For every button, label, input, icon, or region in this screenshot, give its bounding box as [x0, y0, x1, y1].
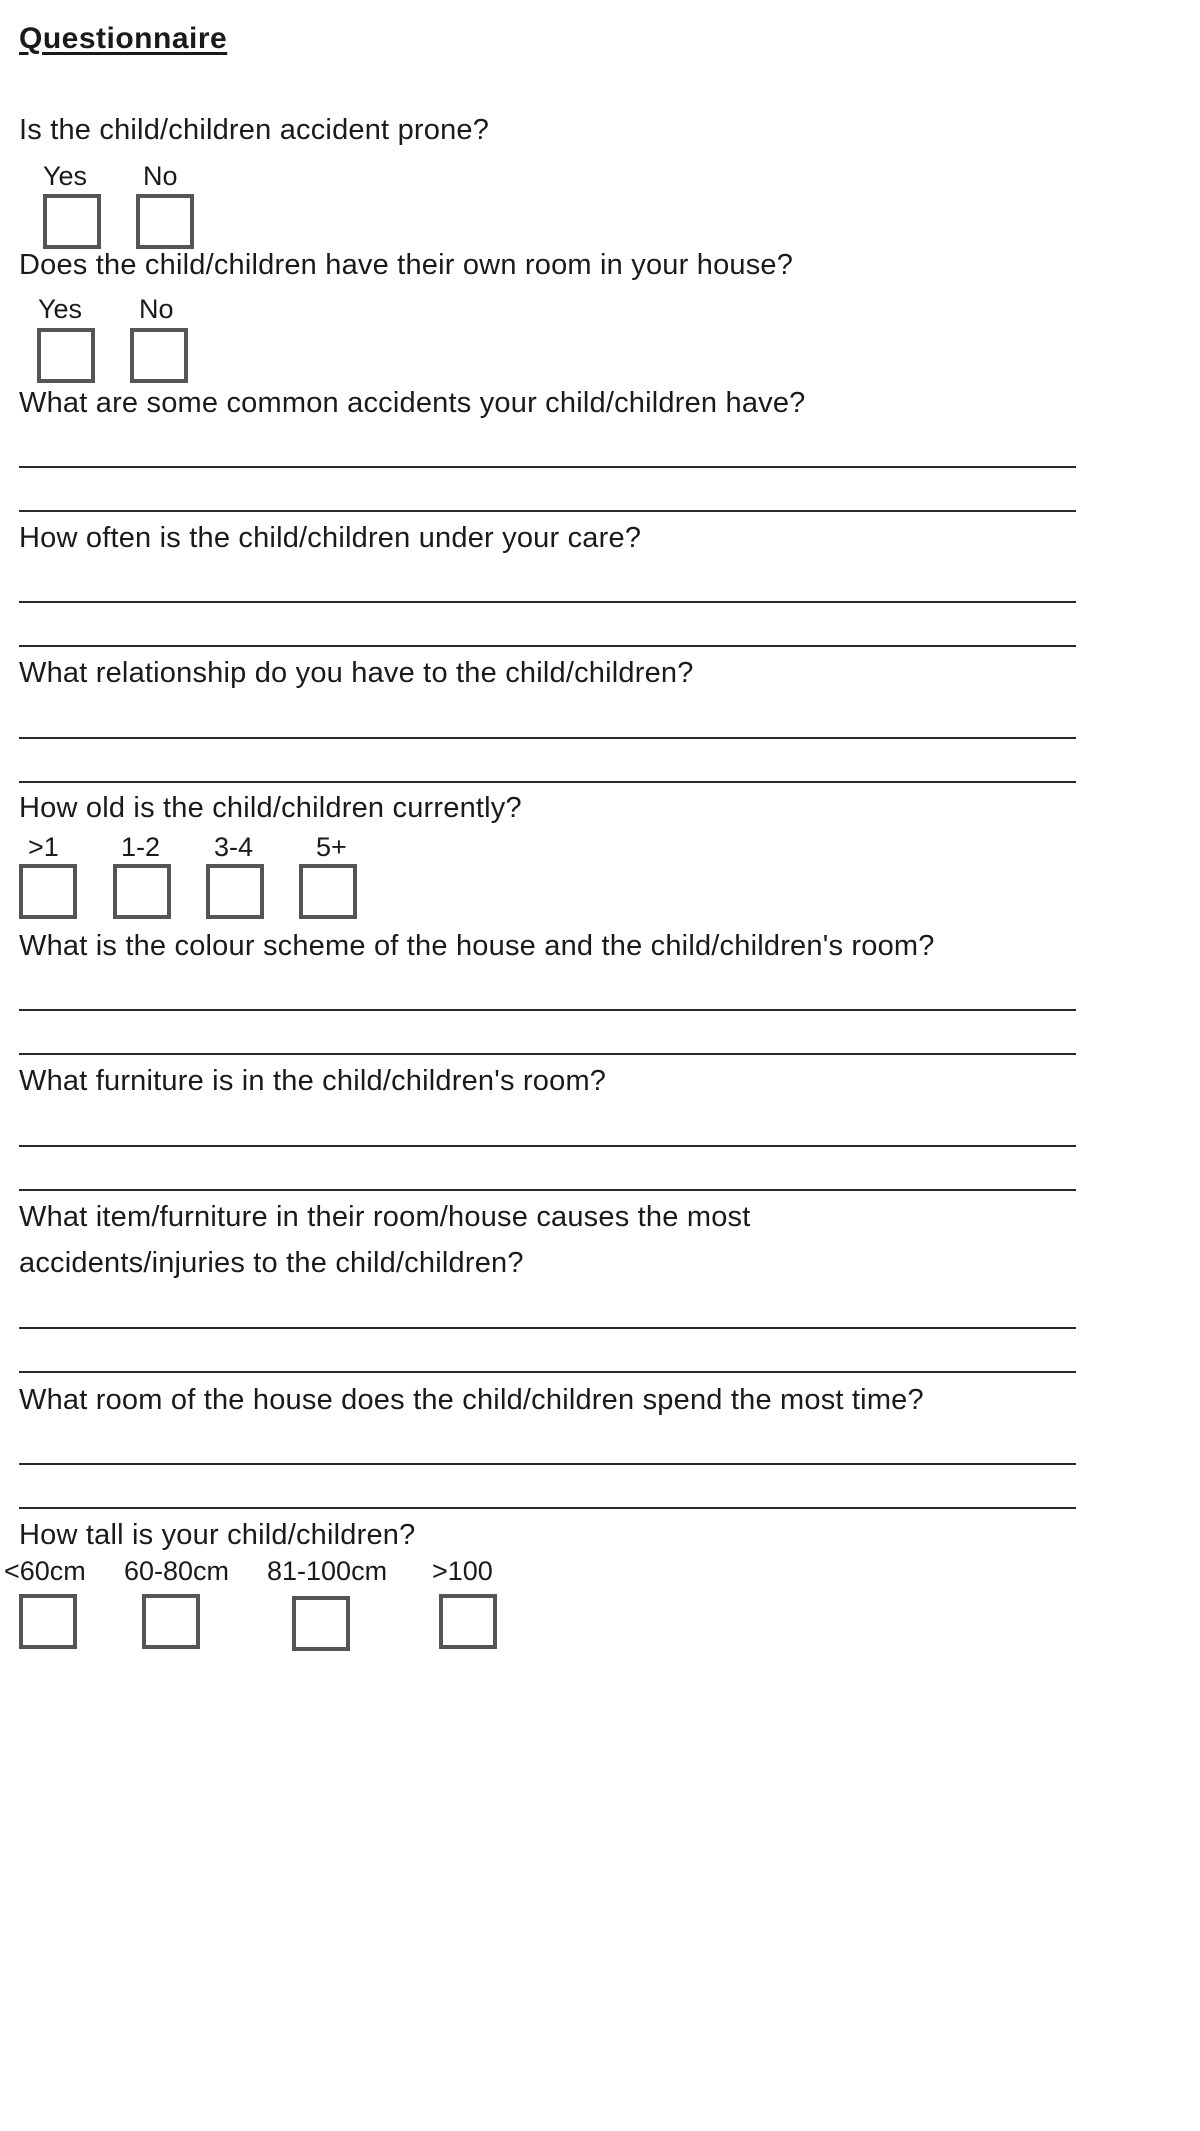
option-label-age-5-plus: 5+ — [316, 832, 347, 862]
checkbox-height-under-60[interactable] — [19, 1594, 77, 1649]
option-label-height-over-100: >100 — [432, 1556, 493, 1586]
checkbox-own-room-yes[interactable] — [37, 328, 95, 383]
question-relationship: What relationship do you have to the child/children? — [19, 657, 694, 689]
option-label-yes: Yes — [38, 294, 83, 324]
question-child-age: How old is the child/children currently? — [19, 792, 522, 824]
answer-line[interactable] — [19, 1507, 1076, 1509]
checkbox-age-3-4[interactable] — [206, 864, 264, 919]
option-label-yes: Yes — [43, 161, 88, 191]
checkbox-height-60-80[interactable] — [142, 1594, 200, 1649]
option-label-height-81-100: 81-100cm — [267, 1556, 388, 1586]
question-dangerous-furniture-line1: What item/furniture in their room/house causes the most — [19, 1201, 751, 1233]
checkbox-height-81-100[interactable] — [292, 1596, 350, 1651]
checkbox-age-5-plus[interactable] — [299, 864, 357, 919]
answer-line[interactable] — [19, 1145, 1076, 1147]
question-common-accidents: What are some common accidents your child/children have? — [19, 387, 806, 419]
option-label-age-1-2: 1-2 — [121, 832, 161, 862]
answer-line[interactable] — [19, 1009, 1076, 1011]
option-label-no: No — [143, 161, 178, 191]
question-dangerous-furniture-line2: accidents/injuries to the child/children? — [19, 1247, 524, 1279]
question-most-time-room: What room of the house does the child/children spend the most time? — [19, 1384, 924, 1416]
question-colour-scheme: What is the colour scheme of the house and the child/children's room? — [19, 930, 935, 962]
checkbox-age-1-2[interactable] — [113, 864, 171, 919]
checkbox-age-under-1[interactable] — [19, 864, 77, 919]
checkbox-own-room-no[interactable] — [130, 328, 188, 383]
answer-line[interactable] — [19, 510, 1076, 512]
option-label-height-under-60: <60cm — [4, 1556, 86, 1586]
answer-line[interactable] — [19, 1053, 1076, 1055]
answer-line[interactable] — [19, 1371, 1076, 1373]
question-care-frequency: How often is the child/children under your care? — [19, 522, 642, 554]
answer-line[interactable] — [19, 1463, 1076, 1465]
question-own-room: Does the child/children have their own room in your house? — [19, 249, 794, 281]
answer-line[interactable] — [19, 737, 1076, 739]
answer-line[interactable] — [19, 466, 1076, 468]
question-room-furniture: What furniture is in the child/children's room? — [19, 1065, 607, 1097]
option-label-age-3-4: 3-4 — [214, 832, 254, 862]
answer-line[interactable] — [19, 601, 1076, 603]
answer-line[interactable] — [19, 645, 1076, 647]
checkbox-accident-prone-no[interactable] — [136, 194, 194, 249]
option-label-age-under-1: >1 — [28, 832, 59, 862]
option-label-no: No — [139, 294, 174, 324]
answer-line[interactable] — [19, 1189, 1076, 1191]
option-label-height-60-80: 60-80cm — [124, 1556, 230, 1586]
question-child-height: How tall is your child/children? — [19, 1519, 416, 1551]
checkbox-accident-prone-yes[interactable] — [43, 194, 101, 249]
question-accident-prone: Is the child/children accident prone? — [19, 114, 490, 146]
answer-line[interactable] — [19, 781, 1076, 783]
answer-line[interactable] — [19, 1327, 1076, 1329]
page-title: Questionnaire — [19, 22, 228, 55]
checkbox-height-over-100[interactable] — [439, 1594, 497, 1649]
